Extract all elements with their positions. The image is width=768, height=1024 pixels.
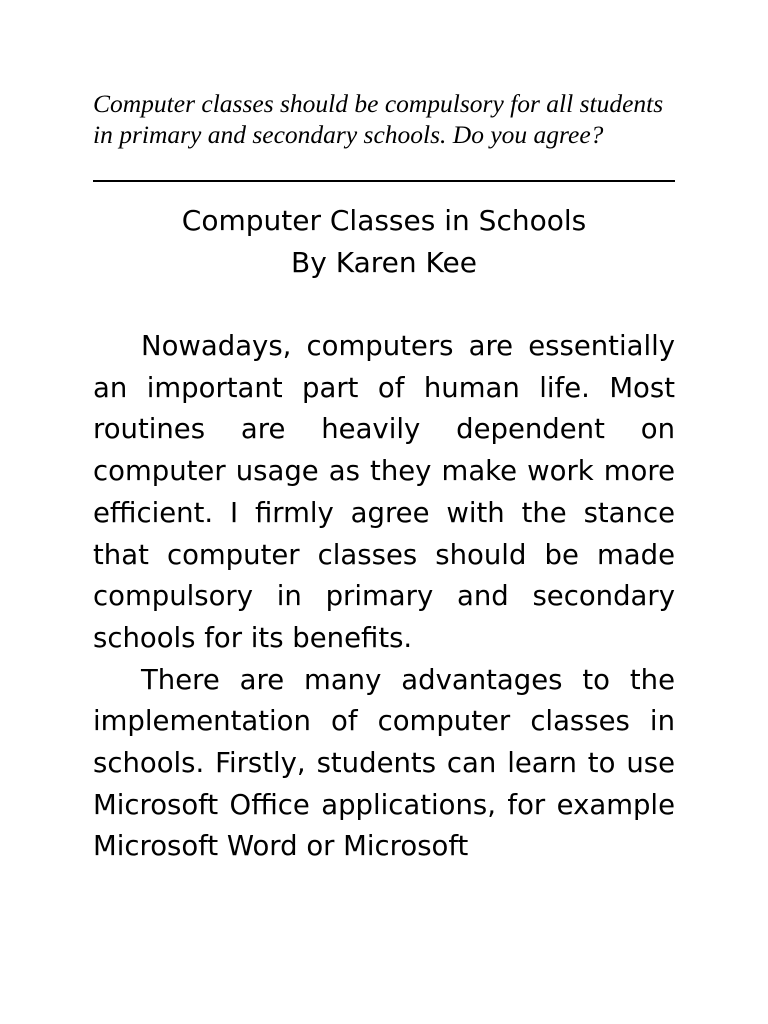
essay-paragraph: There are many advantages to the implementation of computer classes in schools. Firstly, students can learn to use Microsoft Office applications, for example Microsoft Word or Microsoft (93, 663, 675, 863)
essay-byline: By Karen Kee (291, 246, 477, 279)
essay-paragraph: Nowadays, computers are essentially an important part of human life. Most routines are heavily dependent on computer usage as they make work more efficient. I firmly agree with the stance that computer classes should be made compulsory in primary and secondary schools for its benefits. (93, 330, 675, 654)
essay-body (93, 326, 675, 868)
essay-prompt: Computer classes should be compulsory for all students in primary and secondary schools. Do you agree? (93, 89, 664, 149)
essay-heading (93, 200, 675, 284)
essay-title: Computer Classes in Schools (181, 204, 587, 237)
prompt-divider (93, 180, 675, 182)
